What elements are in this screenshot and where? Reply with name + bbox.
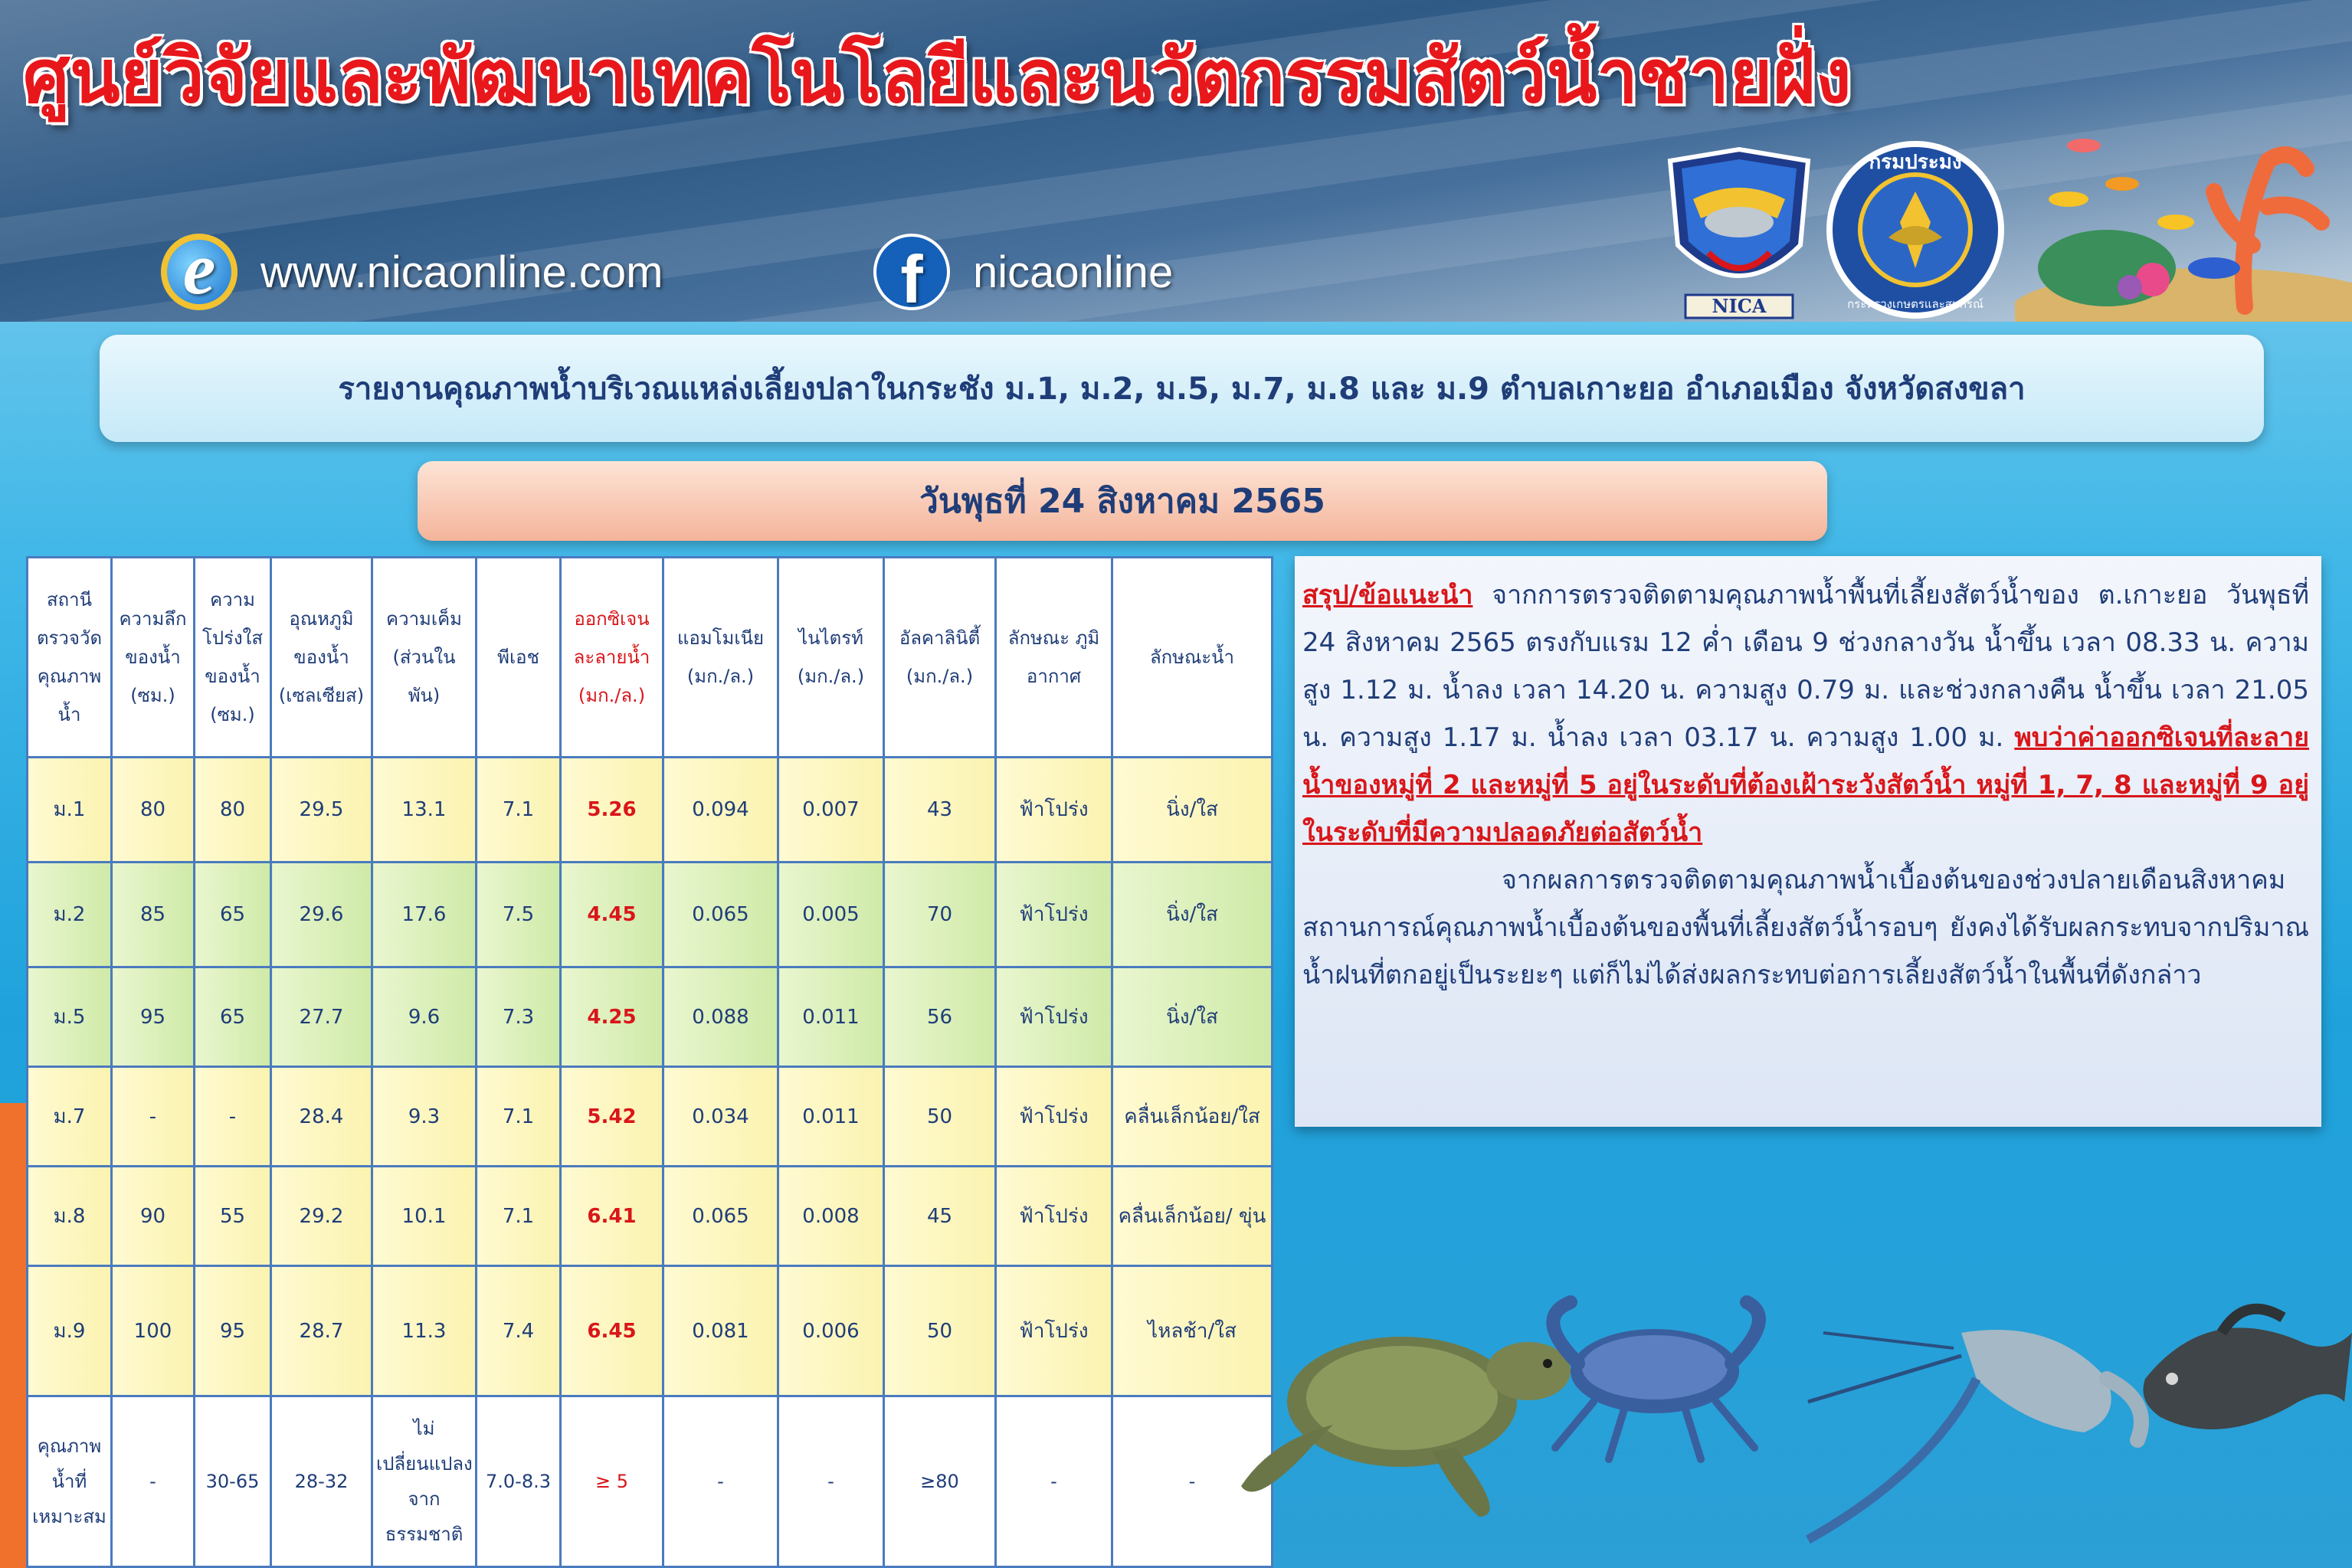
column-header: ไนไตรท์ (มก./ล.) — [778, 558, 884, 758]
facebook-icon: f — [873, 234, 950, 310]
table-cell: 0.065 — [663, 1167, 778, 1266]
table-cell: 80 — [195, 758, 271, 863]
column-header: ความลึก ของน้ำ (ซม.) — [112, 558, 195, 758]
table-cell: 10.1 — [372, 1167, 477, 1266]
table-cell: 0.008 — [778, 1167, 884, 1266]
report-date-banner — [418, 461, 1827, 541]
table-cell: - — [663, 1396, 778, 1567]
marine-animals-illustration — [1226, 1287, 2352, 1568]
table-cell: 6.45 — [561, 1266, 663, 1396]
table-cell: 56 — [884, 967, 996, 1067]
column-header: ลักษณะ ภูมิอากาศ — [996, 558, 1112, 758]
website-label: www.nicaonline.com — [260, 247, 663, 297]
table-cell: 0.081 — [663, 1266, 778, 1396]
table-cell: ไหลช้า/ใส — [1112, 1266, 1273, 1396]
sea-turtle-illustration — [1241, 1337, 1571, 1517]
table-cell: 28.4 — [271, 1067, 372, 1167]
table-cell: นิ่ง/ใส — [1112, 863, 1273, 967]
table-cell: 29.6 — [271, 863, 372, 967]
column-header: อุณหภูมิ ของน้ำ (เซลเซียส) — [271, 558, 372, 758]
table-cell: ≥80 — [884, 1396, 996, 1567]
header-banner — [0, 0, 2352, 322]
summary-heading: สรุป/ข้อแนะนำ — [1302, 580, 1473, 611]
table-cell: 7.1 — [477, 758, 561, 863]
table-cell: 70 — [884, 863, 996, 967]
table-header-row — [28, 558, 1273, 758]
table-cell: ไม่ เปลี่ยนแปลง จาก ธรรมชาติ — [372, 1396, 477, 1567]
table-cell: ม.9 — [28, 1266, 112, 1396]
table-cell: 7.4 — [477, 1266, 561, 1396]
table-cell: 4.25 — [561, 967, 663, 1067]
table-cell: 0.094 — [663, 758, 778, 863]
table-cell: ≥ 5 — [561, 1396, 663, 1567]
report-title: รายงานคุณภาพน้ำบริเวณแหล่งเลี้ยงปลาในกระชัง ม.1, ม.2, ม.5, ม.7, ม.8 และ ม.9 ตำบลเกาะยอ อำเภอเมือง จังหวัดสงขลา — [338, 372, 2026, 407]
table-cell: 13.1 — [372, 758, 477, 863]
table-cell: 7.3 — [477, 967, 561, 1067]
table-cell: 80 — [112, 758, 195, 863]
fisheries-logo-text: กรมประมง — [1869, 151, 1962, 174]
table-cell: - — [112, 1067, 195, 1167]
table-row — [28, 1167, 1273, 1266]
table-cell: ม.1 — [28, 758, 112, 863]
table-cell: 11.3 — [372, 1266, 477, 1396]
nica-logo-text: NICA — [1712, 295, 1767, 317]
table-cell: 7.1 — [477, 1167, 561, 1266]
column-header: อัลคาลินิตี้ (มก./ล.) — [884, 558, 996, 758]
table-cell: 29.5 — [271, 758, 372, 863]
table-cell: 6.41 — [561, 1167, 663, 1266]
table-cell: 17.6 — [372, 863, 477, 967]
table-cell: 50 — [884, 1266, 996, 1396]
column-header: ความ โปร่งใส ของน้ำ (ซม.) — [195, 558, 271, 758]
column-header: ลักษณะน้ำ — [1112, 558, 1273, 758]
table-cell: 7.5 — [477, 863, 561, 967]
table-cell: คุณภาพ น้ำที่ เหมาะสม — [28, 1396, 112, 1567]
table-cell: 30-65 — [195, 1396, 271, 1567]
table-cell: 29.2 — [271, 1167, 372, 1266]
nica-logo — [1662, 146, 1816, 322]
summary-alert: พบว่าค่าออกซิเจนที่ละลายน้ำของหมู่ที่ 2 และหมู่ที่ 5 อยู่ในระดับที่ต้องเฝ้าระวังสัตว์น้ำ หมู่ที่ 1, 7, 8 และหมู่ที่ 9 อยู่ในระดับที่มีความปลอดภัยต่อสัตว์น้ำ — [1302, 722, 2310, 848]
table-cell: - — [778, 1396, 884, 1567]
table-cell: ฟ้าโปร่ง — [996, 967, 1112, 1067]
summary-paragraph-1 — [1302, 571, 2309, 856]
table-cell: 5.26 — [561, 758, 663, 863]
table-cell: นิ่ง/ใส — [1112, 758, 1273, 863]
coral-reef-illustration — [2015, 115, 2352, 322]
table-cell: ฟ้าโปร่ง — [996, 1067, 1112, 1167]
table-cell: 7.0-8.3 — [477, 1396, 561, 1567]
table-row — [28, 967, 1273, 1067]
table-cell: - — [1112, 1396, 1273, 1567]
table-cell: 5.42 — [561, 1067, 663, 1167]
table-row — [28, 758, 1273, 863]
table-cell: ม.7 — [28, 1067, 112, 1167]
table-cell: 0.034 — [663, 1067, 778, 1167]
table-cell: 0.065 — [663, 863, 778, 967]
table-cell: 0.011 — [778, 967, 884, 1067]
blue-crab-illustration — [1553, 1302, 1759, 1459]
table-cell: 95 — [195, 1266, 271, 1396]
summary-text-1: จากการตรวจติดตามคุณภาพน้ำพื้นที่เลี้ยงสัตว์น้ำของ ต.เกาะยอ วันพุธที่ 24 สิงหาคม 2565 ตรงกับแรม 12 ค่ำ เดือน 9 ช่วงกลางวัน น้ำขึ้น เวลา 08.33 น. ความสูง 1.12 ม. น้ำลง เวลา 14.20 น. ความสูง 0.79 ม. และช่วงกลางคืน น้ำขึ้น เวลา 21.05 น. ความสูง 1.17 ม. น้ำลง เวลา 03.17 น. ความสูง 1.00 ม. — [1302, 580, 2309, 753]
table-cell: - — [996, 1396, 1112, 1567]
table-cell: 0.011 — [778, 1067, 884, 1167]
fisheries-logo-subtext: กระทรวงเกษตรและสหกรณ์ — [1847, 297, 1983, 311]
table-cell: 43 — [884, 758, 996, 863]
table-cell: 0.006 — [778, 1266, 884, 1396]
table-cell: ฟ้าโปร่ง — [996, 863, 1112, 967]
table-row — [28, 863, 1273, 967]
facebook-link[interactable] — [873, 234, 1174, 317]
giant-prawn-illustration — [1808, 1330, 2141, 1540]
column-header: พีเอช — [477, 558, 561, 758]
table-cell: 27.7 — [271, 967, 372, 1067]
table-cell: 100 — [112, 1266, 195, 1396]
table-cell: ฟ้าโปร่ง — [996, 1167, 1112, 1266]
table-cell: นิ่ง/ใส — [1112, 967, 1273, 1067]
table-cell: คลื่นเล็กน้อย/ใส — [1112, 1067, 1273, 1167]
table-cell: คลื่นเล็กน้อย/ ขุ่น — [1112, 1167, 1273, 1266]
table-cell: 50 — [884, 1067, 996, 1167]
column-header: สถานี ตรวจวัด คุณภาพ น้ำ — [28, 558, 112, 758]
table-cell: - — [195, 1067, 271, 1167]
table-cell: 65 — [195, 863, 271, 967]
table-cell: 9.3 — [372, 1067, 477, 1167]
table-cell: 28.7 — [271, 1266, 372, 1396]
water-quality-table — [26, 556, 1273, 1568]
table-cell: 4.45 — [561, 863, 663, 967]
summary-panel — [1295, 556, 2321, 1127]
summary-paragraph-2: จากผลการตรวจติดตามคุณภาพน้ำเบื้องต้นของช่วงปลายเดือนสิงหาคม สถานการณ์คุณภาพน้ำเบื้องต้นของพื้นที่เลี้ยงสัตว์น้ำรอบๆ ยังคงได้รับผลกระทบจากปริมาณน้ำฝนที่ตกอยู่เป็นระยะๆ แต่ก็ไม่ได้ส่งผลกระทบต่อการเลี้ยงสัตว์น้ำในพื้นที่ดังกล่าว — [1302, 865, 2309, 990]
table-cell: 90 — [112, 1167, 195, 1266]
table-cell: ม.5 — [28, 967, 112, 1067]
website-link[interactable] — [161, 228, 663, 310]
column-header: แอมโมเนีย (มก./ล.) — [663, 558, 778, 758]
report-title-banner — [100, 335, 2264, 442]
table-cell: 95 — [112, 967, 195, 1067]
department-of-fisheries-logo — [1823, 138, 2007, 322]
table-cell: - — [112, 1396, 195, 1567]
grouper-fish-illustration — [2144, 1309, 2352, 1429]
table-cell: 85 — [112, 863, 195, 967]
table-cell: ฟ้าโปร่ง — [996, 758, 1112, 863]
table-cell: ฟ้าโปร่ง — [996, 1266, 1112, 1396]
table-row — [28, 1266, 1273, 1396]
table-cell: 0.088 — [663, 967, 778, 1067]
table-cell: 45 — [884, 1167, 996, 1266]
table-cell: ม.2 — [28, 863, 112, 967]
table-cell: 9.6 — [372, 967, 477, 1067]
table-cell: 7.1 — [477, 1067, 561, 1167]
standard-row — [28, 1396, 1273, 1567]
table-cell: 0.007 — [778, 758, 884, 863]
column-header: ออกซิเจน ละลายน้ำ (มก./ล.) — [561, 558, 663, 758]
table-row — [28, 1067, 1273, 1167]
page-title: ศูนย์วิจัยและพัฒนาเทคโนโลยีและนวัตกรรมสัตว์น้ำชายฝั่ง — [23, 34, 1852, 119]
table-cell: ม.8 — [28, 1167, 112, 1266]
internet-explorer-icon: e — [161, 234, 237, 310]
table-cell: 28-32 — [271, 1396, 372, 1567]
facebook-label: nicaonline — [973, 247, 1174, 297]
table-cell: 0.005 — [778, 863, 884, 967]
table-cell: 65 — [195, 967, 271, 1067]
left-accent-bar — [0, 1103, 26, 1568]
table-cell: 55 — [195, 1167, 271, 1266]
column-header: ความเค็ม (ส่วนใน พัน) — [372, 558, 477, 758]
report-date: วันพุธที่ 24 สิงหาคม 2565 — [919, 482, 1325, 521]
